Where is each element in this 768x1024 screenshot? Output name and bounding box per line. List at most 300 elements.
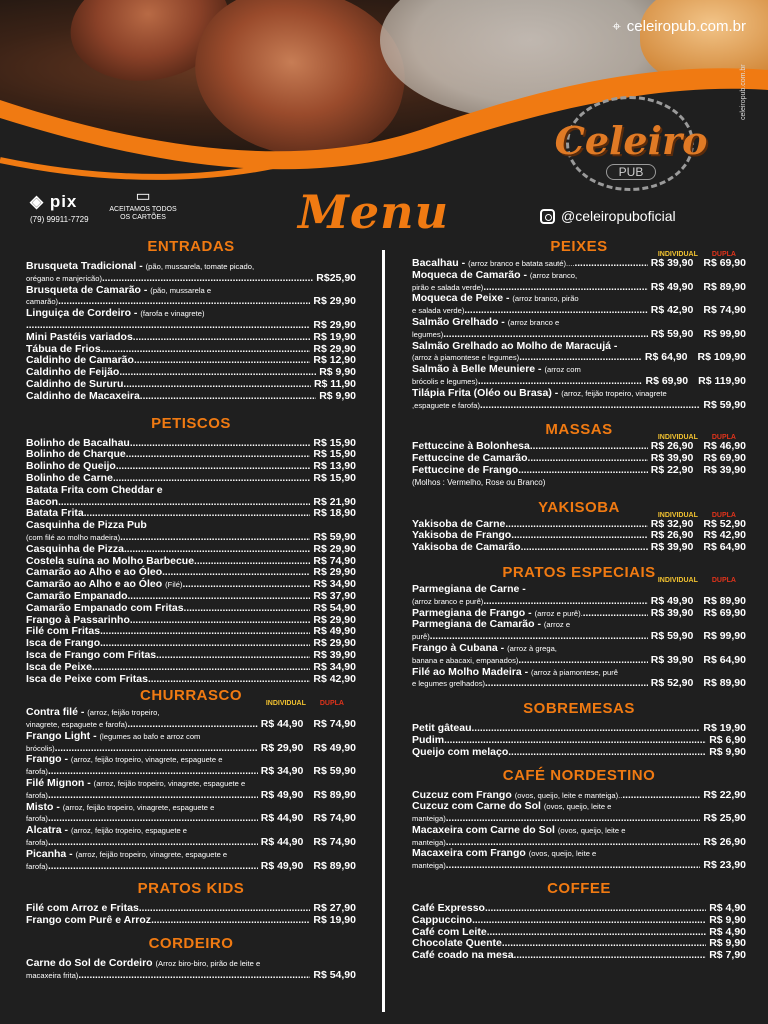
menu-section-cordeiro bbox=[26, 935, 356, 982]
dot-leader bbox=[119, 367, 316, 379]
menu-section-massas bbox=[412, 421, 746, 488]
instagram-handle[interactable]: @celeiropuboficial bbox=[540, 208, 676, 224]
menu-item bbox=[412, 341, 746, 365]
item-name: Isca de Peixe com Fritas bbox=[26, 672, 148, 685]
dot-leader bbox=[100, 626, 310, 638]
dot-leader bbox=[92, 662, 310, 674]
item-description: (pão, mussarela e bbox=[150, 285, 212, 295]
item-price-dupla: R$ 89,90 bbox=[703, 594, 746, 607]
item-price: R$ 9,90 bbox=[709, 937, 746, 950]
menu-item bbox=[412, 293, 746, 317]
item-name: Frango - bbox=[26, 753, 68, 766]
item-price-dupla: R$ 89,90 bbox=[313, 788, 356, 801]
item-line bbox=[412, 584, 746, 596]
section-title: CAFÉ NORDESTINO bbox=[502, 766, 656, 784]
item-price-line bbox=[26, 544, 356, 556]
item-price-dupla: R$ 119,90 bbox=[698, 374, 746, 387]
item-price: R$ 21,90 bbox=[313, 495, 356, 508]
item-name: Frango à Passarinho bbox=[26, 613, 130, 626]
item-description-cont: farofa) bbox=[26, 814, 48, 824]
dot-leader bbox=[124, 544, 310, 556]
menu-item bbox=[412, 723, 746, 735]
item-name: Macaxeira com Carne do Sol bbox=[412, 823, 555, 836]
item-price-dupla: R$ 52,90 bbox=[703, 517, 746, 530]
item-name: Costela suína ao Molho Barbecue bbox=[26, 554, 195, 567]
item-name: Bolinho de Carne bbox=[26, 471, 113, 484]
item-name: Bolinho de Bacalhau bbox=[26, 436, 130, 449]
item-price-line bbox=[26, 320, 356, 332]
item-price-line bbox=[412, 915, 746, 927]
item-description: (ovos, queijo, leite e bbox=[557, 825, 626, 835]
dot-leader bbox=[139, 903, 311, 915]
item-name: Café coado na mesa bbox=[412, 949, 514, 962]
item-description: (arroz, feijão tropeiro, bbox=[87, 708, 160, 718]
item-price-line bbox=[412, 400, 746, 412]
item-price-dupla: R$ 74,90 bbox=[313, 812, 356, 825]
dot-leader bbox=[530, 441, 648, 453]
item-price-dupla: R$ 89,90 bbox=[703, 677, 746, 690]
item-price-dupla: R$ 74,90 bbox=[703, 304, 746, 317]
menu-item bbox=[26, 731, 356, 755]
item-price-line bbox=[26, 603, 356, 615]
item-name: Caldinho de Camarão bbox=[26, 354, 134, 367]
right-column bbox=[412, 238, 746, 962]
item-description: (arroz, feijão tropeiro, vinagrete, espaguete e bbox=[62, 802, 215, 812]
item-description-cont: manteiga) bbox=[412, 814, 446, 824]
dot-leader bbox=[502, 938, 706, 950]
section-title: ENTRADAS bbox=[147, 238, 235, 255]
item-name: Bolinho de Queijo bbox=[26, 460, 116, 473]
dot-leader bbox=[505, 519, 647, 531]
menu-item bbox=[26, 261, 356, 285]
menu-section-coffee bbox=[412, 880, 746, 962]
item-price-line bbox=[26, 813, 356, 825]
item-price: R$ 32,90 bbox=[650, 517, 694, 530]
item-price-line bbox=[412, 723, 746, 735]
dot-leader bbox=[511, 530, 648, 542]
item-price-line bbox=[412, 747, 746, 759]
dot-leader bbox=[78, 970, 310, 982]
item-description: (arroz, feijão tropeiro, espaguete e bbox=[70, 826, 188, 836]
dot-leader bbox=[472, 915, 706, 927]
item-price: R$ 23,90 bbox=[703, 859, 746, 872]
item-description: (arroz e bbox=[543, 620, 571, 630]
item-line bbox=[412, 801, 746, 813]
menu-item bbox=[26, 379, 356, 391]
item-name: Frango com Purê e Arroz bbox=[26, 914, 152, 927]
item-name: Frango à Cubana - bbox=[412, 641, 505, 654]
menu-item bbox=[412, 747, 746, 759]
item-name: Filé com Fritas bbox=[26, 625, 101, 638]
item-price: R$ 25,90 bbox=[703, 812, 746, 825]
menu-section-churrasco bbox=[26, 687, 356, 872]
dot-leader bbox=[444, 735, 706, 747]
item-name: Camarão ao Alho e ao Óleo bbox=[26, 566, 163, 579]
item-line bbox=[26, 731, 356, 743]
item-line bbox=[412, 848, 746, 860]
website-link[interactable]: ⌖ celeiropub.com.br bbox=[612, 18, 746, 35]
section-title: PRATOS ESPECIAIS bbox=[502, 563, 656, 581]
dot-leader bbox=[126, 449, 311, 461]
item-price: R$ 4,90 bbox=[709, 925, 746, 938]
individual-label: INDIVIDUAL bbox=[657, 576, 698, 584]
individual-label: INDIVIDUAL bbox=[657, 251, 698, 258]
item-description-cont: farofa) bbox=[26, 861, 48, 871]
item-description: (arroz, feijão tropeiro, vinagrete, espaguete e bbox=[93, 779, 246, 789]
section-title: COFFEE bbox=[547, 880, 611, 898]
item-name: Fettuccine à Bolonhesa bbox=[412, 440, 530, 453]
item-price-line bbox=[26, 674, 356, 686]
item-name: Salmão à Belle Meuniere - bbox=[412, 363, 542, 376]
cards-badge: ▭ ACEITAMOS TODOS OS CARTÕES bbox=[104, 186, 182, 222]
item-name: Petit gâteau bbox=[412, 722, 472, 735]
item-description: (arroz branco e batata sauté).... bbox=[468, 259, 575, 268]
item-name: Yakisoba de Frango bbox=[412, 529, 512, 542]
item-name: Filé ao Molho Madeira - bbox=[412, 665, 529, 678]
dot-leader bbox=[48, 790, 258, 802]
dot-leader bbox=[182, 579, 310, 591]
item-price-line bbox=[26, 915, 356, 927]
item-name: Cuzcuz com Frango bbox=[412, 788, 512, 801]
item-name: Fettuccine de Camarão bbox=[412, 452, 528, 465]
item-price: R$ 26,90 bbox=[650, 440, 694, 453]
dot-leader bbox=[133, 332, 311, 344]
item-price: R$ 9,90 bbox=[709, 745, 746, 758]
item-price: R$ 49,90 bbox=[260, 859, 304, 872]
dot-leader bbox=[446, 860, 701, 872]
item-price: R$ 49,90 bbox=[650, 594, 694, 607]
item-description: (arroz, feijão tropeiro, vinagrete bbox=[561, 388, 667, 398]
menu-section-entradas bbox=[26, 238, 356, 403]
item-price-dupla: R$ 99,90 bbox=[703, 327, 746, 340]
item-description-cont: (arroz branco e purê) bbox=[412, 596, 484, 606]
item-description: (arroz branco, pirão bbox=[512, 294, 579, 304]
item-name: Filé Mignon - bbox=[26, 777, 91, 790]
item-price: R$ 39,90 bbox=[650, 606, 694, 619]
item-price: R$ 34,90 bbox=[313, 660, 356, 673]
item-description-cont: vinagrete, espaguete e farofa) bbox=[26, 720, 128, 730]
section-title: PRATOS KIDS bbox=[137, 880, 245, 898]
item-price: R$ 18,90 bbox=[313, 507, 356, 520]
item-price: R$ 13,90 bbox=[313, 460, 356, 473]
instagram-icon bbox=[540, 209, 555, 224]
item-price-line bbox=[26, 391, 356, 403]
menu-item bbox=[412, 542, 746, 554]
item-price: R$ 15,90 bbox=[313, 471, 356, 484]
dot-leader bbox=[194, 556, 310, 568]
item-line bbox=[26, 849, 356, 861]
dot-leader bbox=[156, 650, 310, 662]
item-price: R$ 54,90 bbox=[313, 601, 356, 614]
menu-item bbox=[26, 603, 356, 615]
item-name: Moqueca de Camarão - bbox=[412, 268, 527, 281]
item-price: R$ 9,90 bbox=[709, 913, 746, 926]
item-name: Caldinho de Feijão bbox=[26, 366, 120, 379]
item-price: R$ 49,90 bbox=[650, 280, 694, 293]
dot-leader bbox=[487, 927, 707, 939]
item-name: Casquinha de Pizza bbox=[26, 542, 125, 555]
menu-section-yakisoba bbox=[412, 499, 746, 554]
menu-item bbox=[26, 825, 356, 849]
item-name: Salmão Grelhado - bbox=[412, 315, 505, 328]
item-price-line bbox=[412, 735, 746, 747]
item-name: Batata Frita bbox=[26, 507, 84, 520]
item-description-cont: camarão) bbox=[26, 297, 59, 307]
dot-leader bbox=[483, 596, 647, 608]
item-name: Camarão ao Alho e ao Óleo bbox=[26, 578, 163, 591]
item-price-line bbox=[412, 950, 746, 962]
item-name: Carne do Sol de Cordeiro bbox=[26, 957, 153, 970]
dot-leader bbox=[130, 615, 311, 627]
item-name: Macaxeira com Frango bbox=[412, 847, 526, 860]
item-name: Salmão Grelhado ao Molho de Maracujá - bbox=[412, 339, 618, 352]
item-price: R$ 39,90 bbox=[650, 257, 694, 269]
item-price: R$ 54,90 bbox=[313, 968, 356, 981]
dupla-label: DUPLA bbox=[711, 511, 736, 519]
item-price-line bbox=[26, 790, 356, 802]
item-description: (arroz, feijão tropeiro, vinagrete, espaguete e bbox=[75, 849, 228, 859]
item-name: Fettuccine de Frango bbox=[412, 463, 519, 476]
item-name: Camarão Empanado com Fritas bbox=[26, 601, 184, 614]
item-name: Camarão Empanado bbox=[26, 589, 128, 602]
menu-item bbox=[412, 388, 746, 412]
item-price: R$ 12,90 bbox=[313, 354, 356, 367]
dot-leader bbox=[134, 355, 310, 367]
menu-item bbox=[26, 485, 356, 509]
item-description: (ovos, queijo, leite e manteiga).. bbox=[514, 790, 623, 800]
item-name: Bacalhau - bbox=[412, 257, 466, 269]
item-description: (ovos, queijo, leite e bbox=[528, 849, 597, 859]
item-description-cont: ,espaguete e farofa) bbox=[412, 400, 480, 410]
item-price: R$ 39,90 bbox=[650, 653, 694, 666]
item-name: Brusqueta Tradicional - bbox=[26, 260, 143, 272]
item-price: R$ 59,90 bbox=[703, 398, 746, 411]
dot-leader bbox=[116, 461, 311, 473]
item-price: R$ 27,90 bbox=[313, 902, 356, 915]
item-price: R$ 29,90 bbox=[313, 342, 356, 355]
dot-leader bbox=[508, 747, 706, 759]
item-price: R$ 34,90 bbox=[260, 765, 304, 778]
item-price-line bbox=[412, 542, 746, 554]
item-name: Pudim bbox=[412, 733, 445, 746]
dot-leader bbox=[485, 678, 648, 690]
item-price: R$ 59,90 bbox=[650, 327, 694, 340]
menu-section-nordestino bbox=[412, 767, 746, 873]
dupla-label: DUPLA bbox=[711, 251, 736, 258]
dot-leader bbox=[485, 903, 706, 915]
item-description-cont: pirão e salada verde) bbox=[412, 282, 484, 292]
item-price: R$ 42,90 bbox=[650, 304, 694, 317]
item-price-line bbox=[26, 743, 356, 755]
item-name: Linguiça de Cordeiro - bbox=[26, 307, 138, 320]
item-description-cont: legumes) bbox=[412, 329, 444, 339]
item-line bbox=[412, 364, 746, 376]
dot-leader bbox=[123, 379, 311, 391]
item-price-dupla: R$ 69,90 bbox=[703, 257, 746, 269]
dot-leader bbox=[518, 655, 647, 667]
dot-leader bbox=[514, 950, 707, 962]
menu-section-petiscos bbox=[26, 415, 356, 686]
item-line bbox=[26, 778, 356, 790]
phone-number: (79) 99911-7729 bbox=[30, 215, 89, 224]
item-name: Isca de Frango bbox=[26, 637, 101, 650]
item-description-cont: brócolis e legumes) bbox=[412, 376, 478, 386]
item-price-line bbox=[26, 861, 356, 873]
item-price: R$ 29,90 bbox=[313, 613, 356, 626]
item-price: R$ 44,90 bbox=[260, 812, 304, 825]
item-price: R$ 9,90 bbox=[319, 366, 356, 379]
item-price: R$ 29,90 bbox=[313, 542, 356, 555]
menu-item bbox=[412, 584, 746, 608]
item-price-line bbox=[26, 650, 356, 662]
item-price-dupla: R$ 89,90 bbox=[313, 859, 356, 872]
menu-item bbox=[26, 674, 356, 686]
item-price-dupla: R$ 99,90 bbox=[703, 630, 746, 643]
menu-item bbox=[26, 754, 356, 778]
item-name: Tilápia Frita (Oléo ou Brasa) - bbox=[412, 386, 559, 399]
item-price-line bbox=[26, 662, 356, 674]
item-line bbox=[412, 667, 746, 679]
item-price-line bbox=[26, 532, 356, 544]
item-price: R$ 19,90 bbox=[313, 914, 356, 927]
item-description: (pão, mussarela, tomate picado, bbox=[145, 262, 255, 271]
item-price: R$ 39,90 bbox=[650, 541, 694, 554]
menu-item bbox=[412, 848, 746, 872]
item-name: Caldinho de Macaxeira bbox=[26, 389, 140, 402]
item-price-line bbox=[412, 465, 746, 477]
vertical-website: celeiropub.com.br bbox=[740, 64, 747, 120]
menu-item bbox=[26, 520, 356, 544]
item-price-dupla: R$ 64,90 bbox=[703, 653, 746, 666]
menu-item bbox=[412, 735, 746, 747]
item-description-cont: macaxeira frita) bbox=[26, 970, 79, 980]
item-description: (Filé) bbox=[165, 580, 183, 590]
item-price: R$ 29,90 bbox=[313, 295, 356, 308]
item-price: R$ 29,90 bbox=[260, 741, 304, 754]
dot-leader bbox=[528, 453, 648, 465]
item-price: R$25,90 bbox=[316, 271, 356, 284]
item-price: R$ 29,90 bbox=[313, 566, 356, 579]
dot-leader bbox=[151, 915, 310, 927]
credit-card-icon: ▭ bbox=[135, 188, 151, 205]
dot-leader bbox=[48, 813, 258, 825]
item-name: Isca de Peixe bbox=[26, 660, 92, 673]
dot-leader bbox=[574, 258, 647, 270]
item-line bbox=[26, 285, 356, 297]
item-price-line bbox=[412, 596, 746, 608]
item-price: R$ 15,90 bbox=[313, 448, 356, 461]
celeiro-logo bbox=[536, 94, 726, 194]
dupla-label: DUPLA bbox=[711, 576, 736, 584]
item-price: R$ 59,90 bbox=[313, 530, 356, 543]
item-price: R$ 29,90 bbox=[313, 637, 356, 650]
menu-item bbox=[412, 364, 746, 388]
menu-item bbox=[26, 915, 356, 927]
item-description: (arroz, feijão tropeiro, vinagrete, espaguete e bbox=[70, 755, 223, 765]
dot-leader bbox=[140, 391, 316, 403]
dupla-label: DUPLA bbox=[319, 700, 344, 708]
item-name: Moqueca de Peixe - bbox=[412, 292, 510, 305]
item-description: (arroz à grega, bbox=[507, 643, 557, 653]
item-description-cont: orégano e manjericão) bbox=[26, 273, 102, 283]
item-price-line bbox=[26, 591, 356, 603]
dot-leader bbox=[148, 674, 310, 686]
item-line bbox=[412, 341, 746, 353]
menu-item bbox=[26, 285, 356, 309]
item-description-cont: (com filé ao molho madeira) bbox=[26, 532, 121, 542]
section-title: SOBREMESAS bbox=[523, 700, 635, 718]
item-price: R$ 34,90 bbox=[313, 578, 356, 591]
item-name: Yakisoba de Camarão bbox=[412, 541, 521, 554]
item-description-cont: purê) bbox=[412, 632, 430, 642]
item-description: (legumes ao bafo e arroz com bbox=[99, 731, 201, 741]
item-description: (arroz à piamontese, purê bbox=[531, 667, 618, 677]
menu-item bbox=[26, 802, 356, 826]
menu-section-especiais bbox=[412, 564, 746, 690]
menu-item bbox=[26, 332, 356, 344]
item-price-dupla: R$ 74,90 bbox=[313, 836, 356, 849]
item-line bbox=[26, 485, 356, 497]
dot-leader bbox=[58, 497, 310, 509]
dot-leader bbox=[48, 837, 258, 849]
menu-item bbox=[412, 667, 746, 691]
dot-leader bbox=[162, 567, 310, 579]
item-name: Yakisoba de Carne bbox=[412, 517, 506, 530]
item-line bbox=[26, 261, 356, 273]
item-name: Casquinha de Pizza Pub bbox=[26, 519, 147, 532]
item-price: R$ 44,90 bbox=[260, 718, 304, 731]
item-name: Café Expresso bbox=[412, 902, 485, 915]
pix-icon: ◈ bbox=[30, 192, 45, 211]
dot-leader bbox=[55, 743, 258, 755]
item-price-dupla: R$ 64,90 bbox=[703, 541, 746, 554]
item-description-cont: farofa) bbox=[26, 838, 48, 848]
dot-leader bbox=[472, 723, 701, 735]
item-price: R$ 29,90 bbox=[313, 318, 356, 331]
item-line bbox=[412, 270, 746, 282]
menu-item bbox=[26, 958, 356, 982]
item-description-cont: e legumes grelhados) bbox=[412, 679, 486, 689]
item-description-cont: banana e abacaxi, empanados) bbox=[412, 655, 519, 665]
item-name: Batata Frita com Cheddar e bbox=[26, 483, 163, 496]
item-name: Cappuccino bbox=[412, 913, 473, 926]
menu-item bbox=[412, 317, 746, 341]
item-price: R$ 69,90 bbox=[645, 374, 689, 387]
menu-item bbox=[26, 662, 356, 674]
item-price: R$ 11,90 bbox=[313, 377, 356, 390]
menu-title: Menu bbox=[298, 185, 450, 239]
item-description-cont: manteiga) bbox=[412, 861, 446, 871]
dot-leader bbox=[48, 861, 258, 873]
item-name: Café com Leite bbox=[412, 925, 487, 938]
menu-item bbox=[26, 544, 356, 556]
item-name: Tábua de Frios bbox=[26, 342, 101, 355]
item-name: Contra filé - bbox=[26, 706, 85, 719]
menu-section-peixes bbox=[412, 238, 746, 411]
menu-item bbox=[26, 707, 356, 731]
dot-leader bbox=[127, 719, 257, 731]
item-line bbox=[26, 958, 356, 970]
item-name: Picanha - bbox=[26, 847, 73, 860]
item-line bbox=[26, 308, 356, 320]
item-line bbox=[26, 707, 356, 719]
menu-item bbox=[412, 950, 746, 962]
item-description-cont: (arroz à piamontese e legumes) bbox=[412, 353, 520, 363]
item-price: R$ 74,90 bbox=[313, 554, 356, 567]
section-note: (Molhos : Vermelho, Rose ou Branco) bbox=[412, 477, 546, 487]
menu-item bbox=[26, 308, 356, 332]
logo-sub: PUB bbox=[606, 164, 656, 180]
